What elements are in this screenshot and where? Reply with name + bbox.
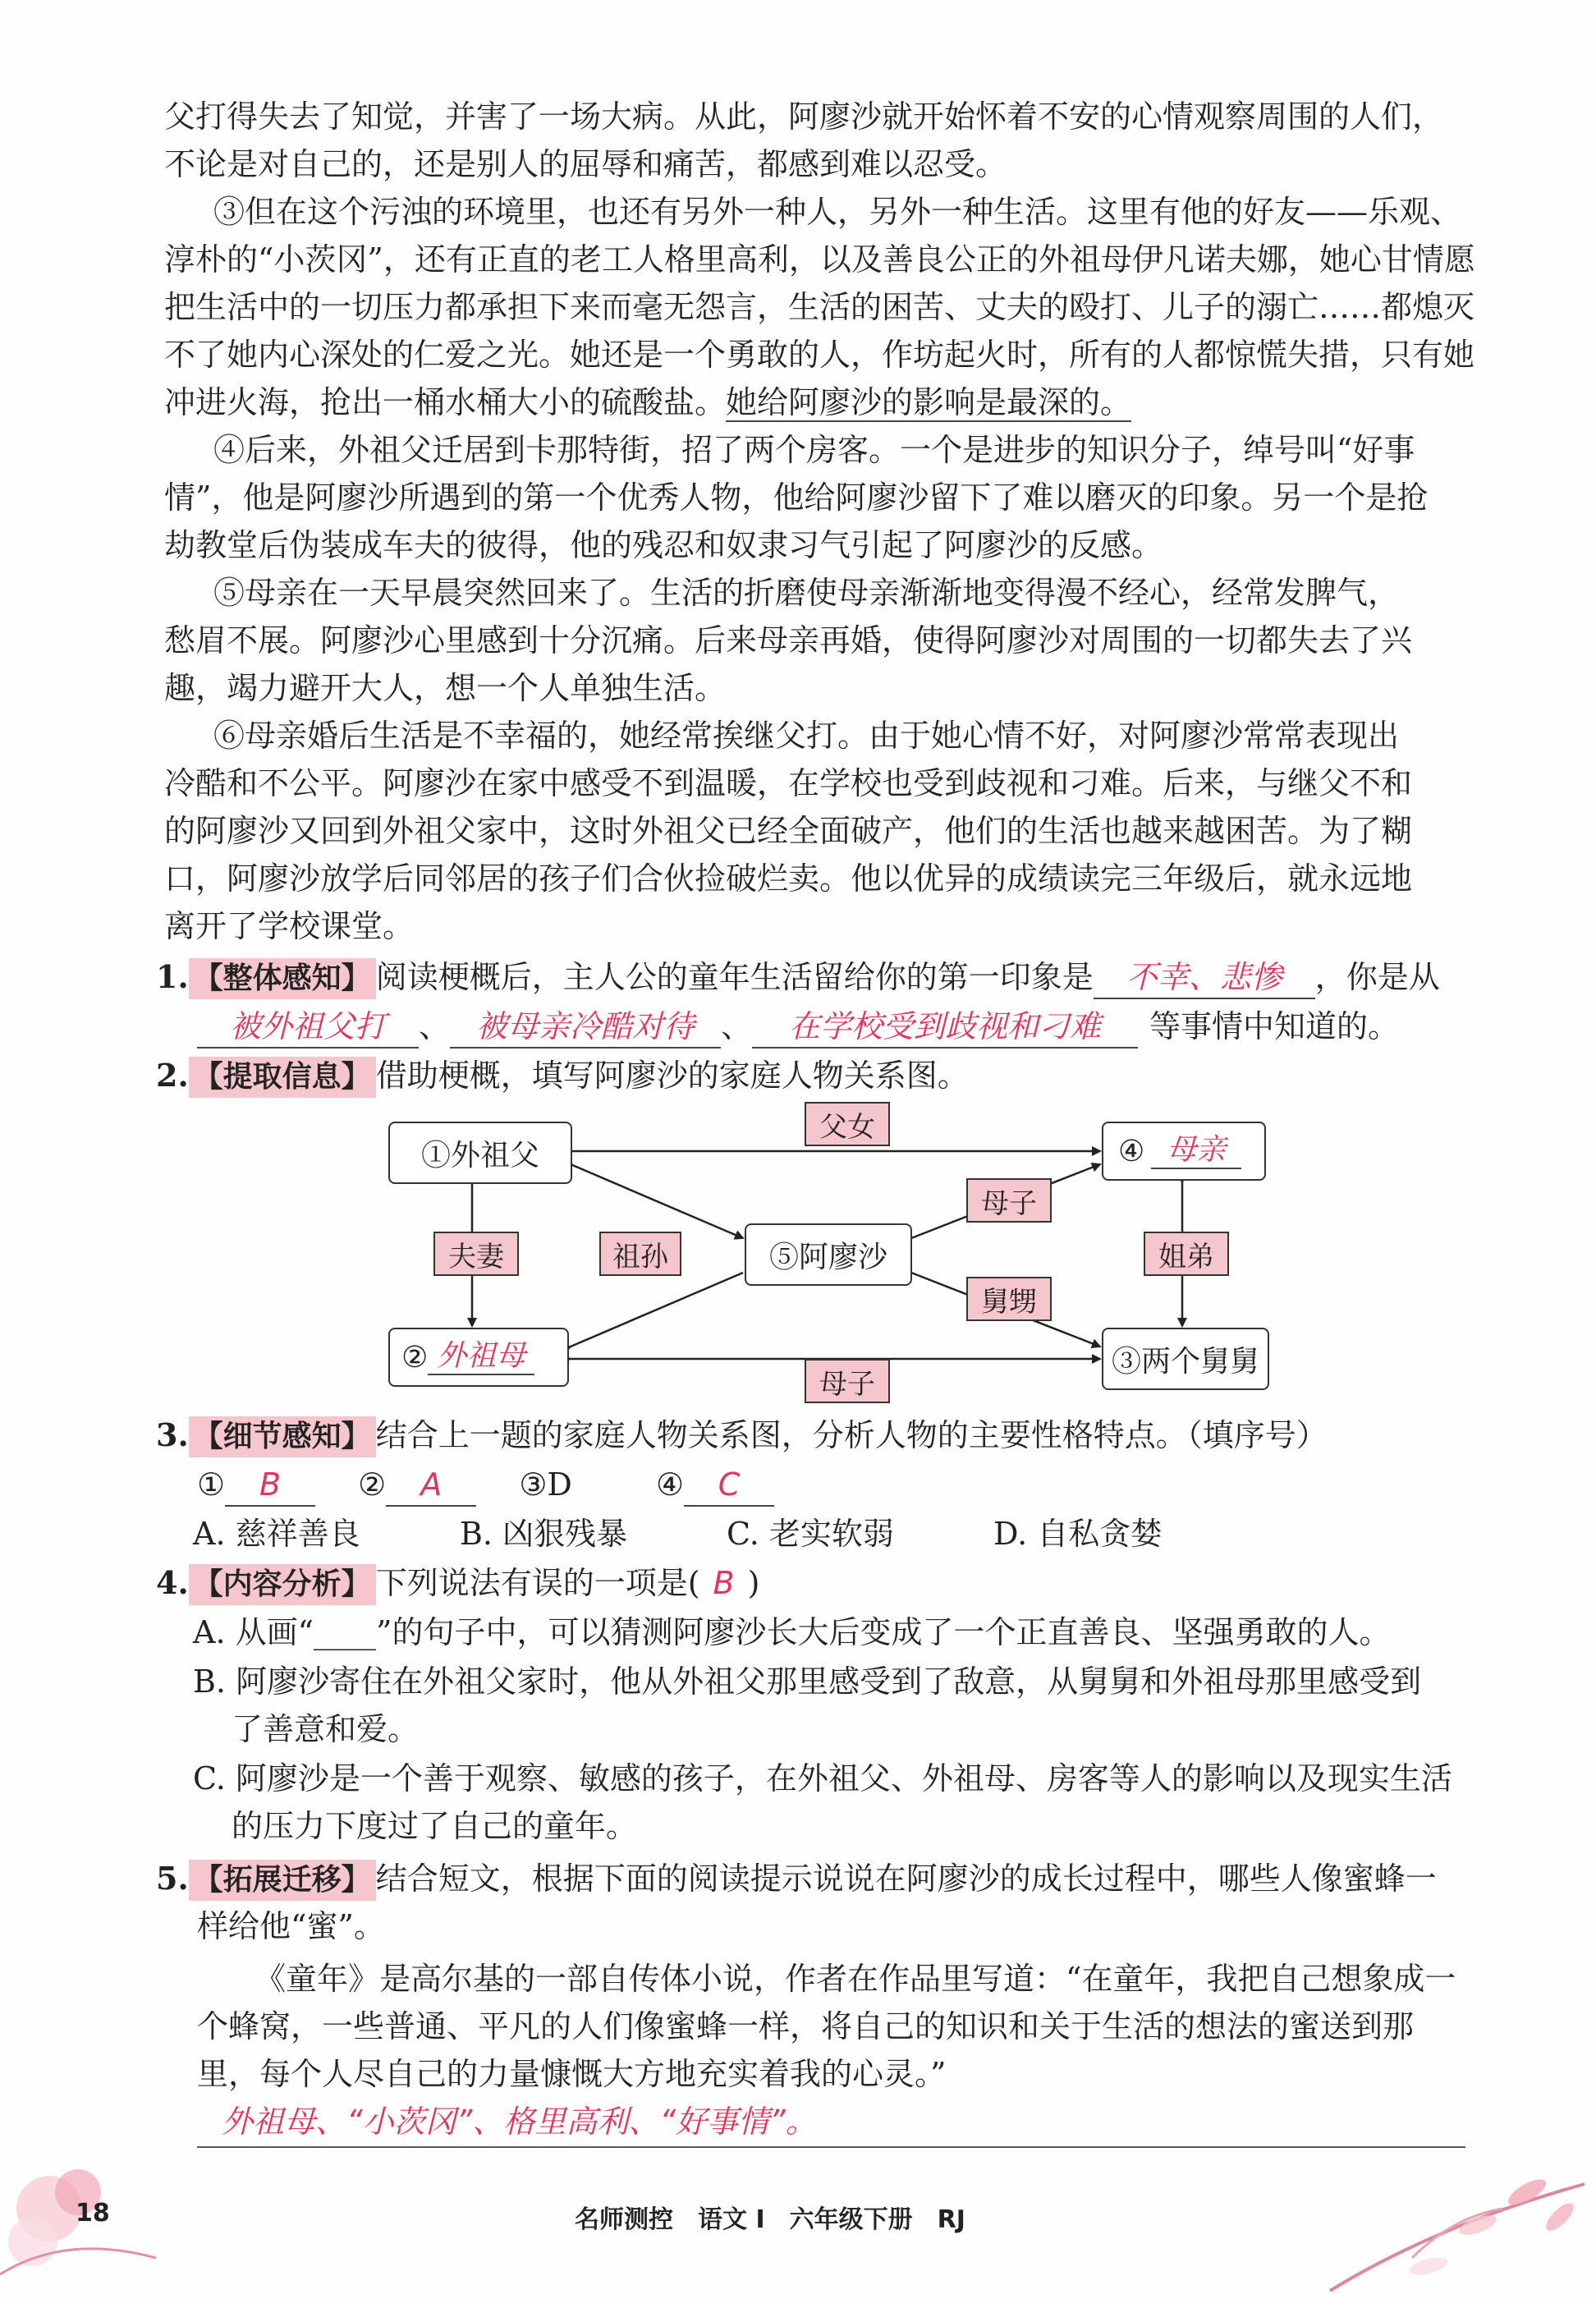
question-text: 等事情中知道的。: [1149, 1008, 1400, 1044]
answer-label: ①: [197, 1466, 226, 1503]
quote-line: 里，每个人尽自己的力量慷慨大方地充实着我的心灵。”: [197, 2056, 947, 2092]
paragraph-line: 冷酷和不公平。阿廖沙在家中感受不到温暖，在学校也受到歧视和刁难。后来，与继父不和: [164, 765, 1413, 801]
footer-title: 名师测控 语文 I 六年级下册 RJ: [575, 2205, 965, 2234]
question-text: 阅读梗概后，主人公的童年生活留给你的第一印象是: [375, 959, 1094, 995]
node-uncles: ③两个舅舅: [1102, 1328, 1269, 1390]
relation-mother-son: 母子: [966, 1178, 1052, 1223]
answer-text: A: [420, 1466, 443, 1503]
answer-text: 外祖母、“小茨冈”、格里高利、“好事情”。: [222, 2104, 817, 2140]
answer-text: B: [259, 1466, 282, 1503]
answer-text: 外祖母: [437, 1339, 526, 1373]
separator: 、: [419, 1008, 451, 1044]
separator: 、: [721, 1008, 753, 1044]
relation-spouse: 夫妻: [433, 1232, 519, 1276]
paragraph-line: 劫教堂后伪装成车夫的彼得，他的残忍和奴隶习气引起了阿廖沙的反感。: [164, 527, 1163, 563]
paragraph-line: ⑥母亲婚后生活是不幸福的，她经常挨继父打。由于她心情不好，对阿廖沙常常表现出: [213, 718, 1400, 754]
answer-line[interactable]: [197, 2097, 1465, 2148]
question-text: 结合短文，根据下面的阅读提示说说在阿廖沙的成长过程中，哪些人像蜜蜂一: [375, 1861, 1437, 1897]
question-text: ): [747, 1565, 760, 1601]
node-prefix: ②: [401, 1340, 429, 1374]
question-tag: 【拓展迁移】: [189, 1860, 376, 1901]
paragraph-line: 淳朴的“小茨冈”，还有正直的老工人格里高利，以及善良公正的外祖母伊凡诺夫娜，她心甘情愿: [164, 241, 1475, 278]
question-text: 结合上一题的家庭人物关系图，分析人物的主要性格特点。（填序号）: [375, 1417, 1328, 1453]
option-d: D. 自私贪婪: [993, 1516, 1163, 1552]
question-number: 5.: [156, 1860, 189, 1897]
option-c: C. 老实软弱: [727, 1516, 894, 1552]
paragraph-line: 的阿廖沙又回到外祖父家中，这时外祖父已经全面破产，他们的生活也越来越困苦。为了糊: [164, 813, 1413, 849]
answer-text: 被外祖父打: [229, 1008, 386, 1044]
quote-line: 个蜂窝，一些普通、平凡的人们像蜜蜂一样，将自己的知识和关于生活的想法的蜜送到那: [197, 2008, 1415, 2044]
relation-father-daughter: 父女: [805, 1102, 890, 1146]
option-a: A. 从画“____”的句子中，可以猜测阿廖沙长大后变成了一个正直善良、坚强勇敢的人。: [193, 1614, 1391, 1650]
question-text: ，你是从: [1314, 959, 1440, 995]
answer-text: 不幸、悲惨: [1126, 959, 1282, 995]
answer-label: ④: [655, 1466, 685, 1503]
answer-label: ③D: [519, 1466, 572, 1503]
answer-text: 母亲: [1167, 1133, 1227, 1167]
question-number: 3.: [156, 1416, 189, 1453]
node-prefix: ④: [1118, 1134, 1145, 1168]
answer-label: ②: [358, 1466, 387, 1503]
paragraph-text: 冲进火海，抢出一桶水桶大小的硫酸盐。: [164, 384, 727, 420]
node-mother: [1102, 1122, 1266, 1181]
answer-blank[interactable]: [225, 1464, 315, 1507]
question-5: [156, 1854, 1437, 1903]
option-c-cont: 的压力下度过了自己的童年。: [232, 1808, 638, 1844]
answer-blank[interactable]: [1151, 1133, 1241, 1169]
question-text: 借助梗概，填写阿廖沙的家庭人物关系图。: [375, 1058, 969, 1094]
underlined-sentence: 她给阿廖沙的影响是最深的。: [726, 384, 1132, 420]
relation-mother-son-bottom: 母子: [805, 1359, 890, 1403]
node-grandmother: [388, 1328, 569, 1387]
question-3-answers: [197, 1460, 774, 1509]
paragraph-line: 不了她内心深处的仁爱之光。她还是一个勇敢的人，作坊起火时，所有的人都惊慌失措，只有她: [164, 337, 1475, 373]
paragraph-line: ④后来，外祖父迁居到卡那特街，招了两个房客。一个是进步的知识分子，绰号叫“好事: [213, 432, 1415, 468]
paragraph-line: 父打得失去了知觉，并害了一场大病。从此，阿廖沙就开始怀着不安的心情观察周围的人们，: [164, 99, 1444, 135]
question-4: [156, 1558, 759, 1608]
relation-grandparent: 祖孙: [599, 1232, 681, 1276]
answer-text: B: [713, 1565, 735, 1601]
question-5-line-2: 样给他“蜜”。: [197, 1908, 385, 1944]
option-a: A. 慈祥善良: [193, 1516, 360, 1552]
question-number: 2.: [156, 1057, 189, 1094]
answer-text: C: [718, 1466, 741, 1503]
question-tag: 【内容分析】: [189, 1564, 376, 1605]
paragraph-line: 离开了学校课堂。: [164, 908, 415, 944]
paragraph-line: 口，阿廖沙放学后同邻居的孩子们合伙捡破烂卖。他以优异的成绩读完三年级后，就永远地: [164, 860, 1413, 897]
paragraph-line: 把生活中的一切压力都承担下来而毫无怨言，生活的困苦、丈夫的殴打、儿子的溺亡……都熄灭: [164, 289, 1475, 325]
paragraph-line: ⑤母亲在一天早晨突然回来了。生活的折磨使母亲渐渐地变得漫不经心，经常发脾气，: [213, 575, 1400, 611]
paragraph-line: 情”，他是阿廖沙所遇到的第一个优秀人物，他给阿廖沙留下了难以磨灭的印象。另一个是抢: [164, 480, 1429, 516]
option-b-cont: 了善意和爱。: [232, 1711, 420, 1747]
answer-text: 在学校受到歧视和刁难: [789, 1008, 1102, 1044]
option-b: B. 阿廖沙寄住在外祖父家时，他从外祖父那里感受到了敌意，从舅舅和外祖母那里感受到: [193, 1663, 1422, 1700]
answer-text: 被母亲冷酷对待: [476, 1008, 695, 1044]
node-alyosha: ⑤阿廖沙: [745, 1223, 912, 1286]
option-b: B. 凶狠残暴: [460, 1516, 628, 1552]
answer-blank[interactable]: [386, 1464, 476, 1507]
question-tag: 【提取信息】: [189, 1057, 376, 1098]
question-number: 4.: [156, 1564, 189, 1601]
option-c: C. 阿廖沙是一个善于观察、敏感的孩子，在外祖父、外祖母、房客等人的影响以及现实生活: [193, 1760, 1452, 1797]
question-text: 下列说法有误的一项是(: [375, 1565, 700, 1601]
relation-uncle-nephew: 舅甥: [966, 1277, 1052, 1321]
answer-blank[interactable]: [428, 1339, 534, 1375]
answer-blank[interactable]: [684, 1464, 774, 1507]
node-grandfather: ①外祖父: [388, 1122, 572, 1184]
decorative-branch-right: [1314, 2135, 1596, 2299]
paragraph-line: 趣，竭力避开大人，想一个人单独生活。: [164, 670, 727, 706]
question-tag: 【整体感知】: [189, 958, 376, 999]
paragraph-line: 愁眉不展。阿廖沙心里感到十分沉痛。后来母亲再婚，使得阿廖沙对周围的一切都失去了兴: [164, 622, 1413, 658]
relation-siblings: 姐弟: [1144, 1232, 1229, 1276]
paragraph-line: 不论是对自己的，还是别人的屈辱和痛苦，都感到难以忍受。: [164, 146, 1007, 182]
question-tag: 【细节感知】: [189, 1416, 376, 1457]
question-3: [156, 1411, 1328, 1460]
paragraph-line: ③但在这个污浊的环境里，也还有另外一种人，另外一种生活。这里有他的好友——乐观、: [213, 194, 1462, 230]
quote-line: 《童年》是高尔基的一部自传体小说，作者在作品里写道：“在童年，我把自己想象成一: [255, 1961, 1456, 1997]
question-number: 1.: [156, 958, 189, 995]
page-number: 18: [76, 2199, 110, 2228]
